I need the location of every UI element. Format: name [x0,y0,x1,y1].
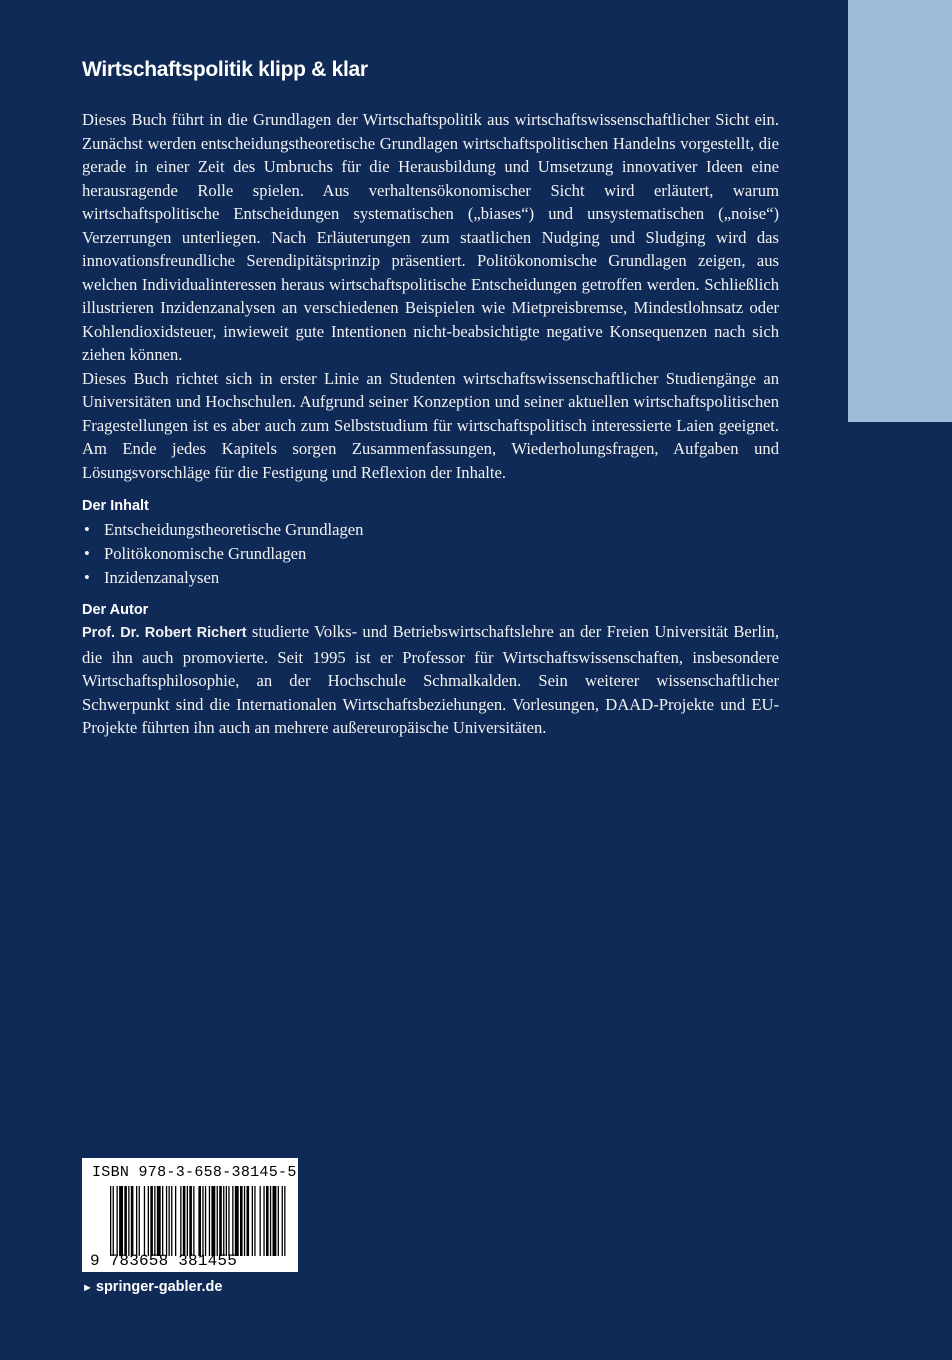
barcode-bar [193,1186,194,1256]
barcode-bar [117,1186,118,1256]
list-item: • Inzidenzanalysen [82,566,779,590]
barcode-bar [209,1186,210,1256]
barcode-bar [247,1186,250,1256]
barcode-bar [162,1186,163,1256]
barcode-bar [150,1186,153,1256]
author-heading: Der Autor [82,602,149,618]
barcode-bar [131,1186,134,1256]
publisher-link[interactable] [82,1279,222,1295]
barcode-bar [128,1186,129,1256]
barcode-bar [198,1186,201,1256]
barcode-bar [273,1186,277,1256]
barcode-bar [148,1186,149,1256]
barcode-bar [270,1186,271,1256]
author-name: Prof. Dr. Robert Richert [82,625,247,641]
barcode-bar [254,1186,255,1256]
barcode-bar [232,1186,233,1256]
bullet-icon: • [84,520,90,539]
back-cover-content [82,58,779,740]
barcode-bar [180,1186,181,1256]
barcode-bar [235,1186,239,1256]
barcode-bar [219,1186,222,1256]
barcode-bar [113,1186,114,1256]
author-bio-text: studierte Volks- und Betriebswirtschaftslehre an der Freien Universität Berlin, die ihn auch promovierte. Seit 1995 ist er Professor für Wirtschaftswissenschaften, insbesondere Wirtschaftsphilosophie, an der Hochschule Schmalkalden. Sein weiterer wissenschaftlicher Schwerpunkt sind die Internationalen Wirtschaftsbeziehungen. Vorlesungen, DAAD-Projekte und EU-Projekte führten ihn auch an mehrere außereuropäische Universitäten. [82,622,779,737]
barcode-bar [157,1186,161,1256]
isbn-barcode [82,1158,298,1272]
barcode-bar [144,1186,145,1256]
barcode-bar [217,1186,218,1256]
isbn-label: ISBN 978-3-658-38145-5 [92,1164,297,1181]
barcode-bar [189,1186,192,1256]
barcode-bar [226,1186,227,1256]
barcode-bar [139,1186,140,1256]
barcode-bar [183,1186,186,1256]
barcode-bar [202,1186,203,1256]
barcode-bar [240,1186,243,1256]
barcode-bar [119,1186,123,1256]
book-description [82,108,779,484]
barcode-bar [244,1186,245,1256]
barcode-bar [205,1186,206,1256]
bullet-icon: • [84,544,90,563]
barcode-bar [187,1186,188,1256]
barcode-bar [136,1186,137,1256]
barcode-bar [266,1186,269,1256]
barcode-bar [110,1186,111,1256]
barcode-bar [124,1186,127,1256]
barcode-bar [211,1186,215,1256]
list-item: • Entscheidungstheoretische Grundlagen [82,518,779,542]
description-paragraph-1: Dieses Buch führt in die Grundlagen der Wirtschaftspolitik aus wirtschaftswissenschaftlicher Sicht ein. Zunächst werden entscheidungstheoretische Grundlagen wirtschaftspolitischen Handelns vorgestellt, die gerade in einer Zeit des Umbruchs für die Herausbildung und Umsetzung innovativer Ideen eine herausragende Rolle spielen. Aus verhaltensökonomischer Sicht wird erläutert, warum wirtschaftspolitische Entscheidungen systematischen („biases“) und unsystematischen („noise“) Verzerrungen unterliegen. Nach Erläuterungen zum staatlichen Nudging und Sludging wird das innovationsfreundliche Serendipitätsprinzip präsentiert. Politökonomische Grundlagen zeigen, aus welchen Individualinteressen heraus wirtschaftspolitische Entscheidungen getroffen werden. Schließlich illustrieren Inzidenzanalysen an verschiedenen Beispielen wie Mietpreisbremse, Mindestlohnsatz oder Kohlendioxidsteuer, inwieweit gute Intentionen nicht-beabsichtigte negative Konsequenzen nach sich ziehen können. [82,110,779,364]
barcode-bar [171,1186,172,1256]
barcode-bar [154,1186,155,1256]
barcode-bar [263,1186,264,1256]
description-paragraph-2: Dieses Buch richtet sich in erster Linie an Studenten wirtschaftswissenschaftlicher Studiengänge an Universitäten und Hochschulen. Aufgrund seiner Konzeption und seiner aktuellen wirtschaftspolitischen Fragestellungen ist es aber auch zum Selbststudium für wirtschaftspolitisch interessierte Laien geeignet. Am Ende jedes Kapitels sorgen Zusammenfassungen, Wiederholungsfragen, Aufgaben und Lösungsvorschläge für die Festigung und Reflexion der Inhalte. [82,368,779,482]
barcode-bar [169,1186,170,1256]
barcode-bar [228,1186,229,1256]
barcode-bar [223,1186,224,1256]
bullet-icon: • [84,568,90,587]
author-bio [82,620,779,740]
contents-list [82,518,779,590]
barcode-bar [175,1186,176,1256]
contents-heading: Der Inhalt [82,498,149,514]
barcode-bar [166,1186,167,1256]
barcode-bar [252,1186,253,1256]
barcode-bar [284,1186,285,1256]
barcode-bars [110,1186,286,1256]
publisher-url: springer-gabler.de [95,1279,223,1295]
list-item: • Politökonomische Grundlagen [82,542,779,566]
barcode-bar [282,1186,283,1256]
side-color-band [848,0,952,422]
book-title: Wirtschaftspolitik klipp & klar [82,58,368,81]
arrow-right-icon: ► [82,1282,93,1294]
barcode-bar [278,1186,279,1256]
barcode-bar [260,1186,261,1256]
barcode-digits: 9 783658 381455 [90,1252,238,1270]
